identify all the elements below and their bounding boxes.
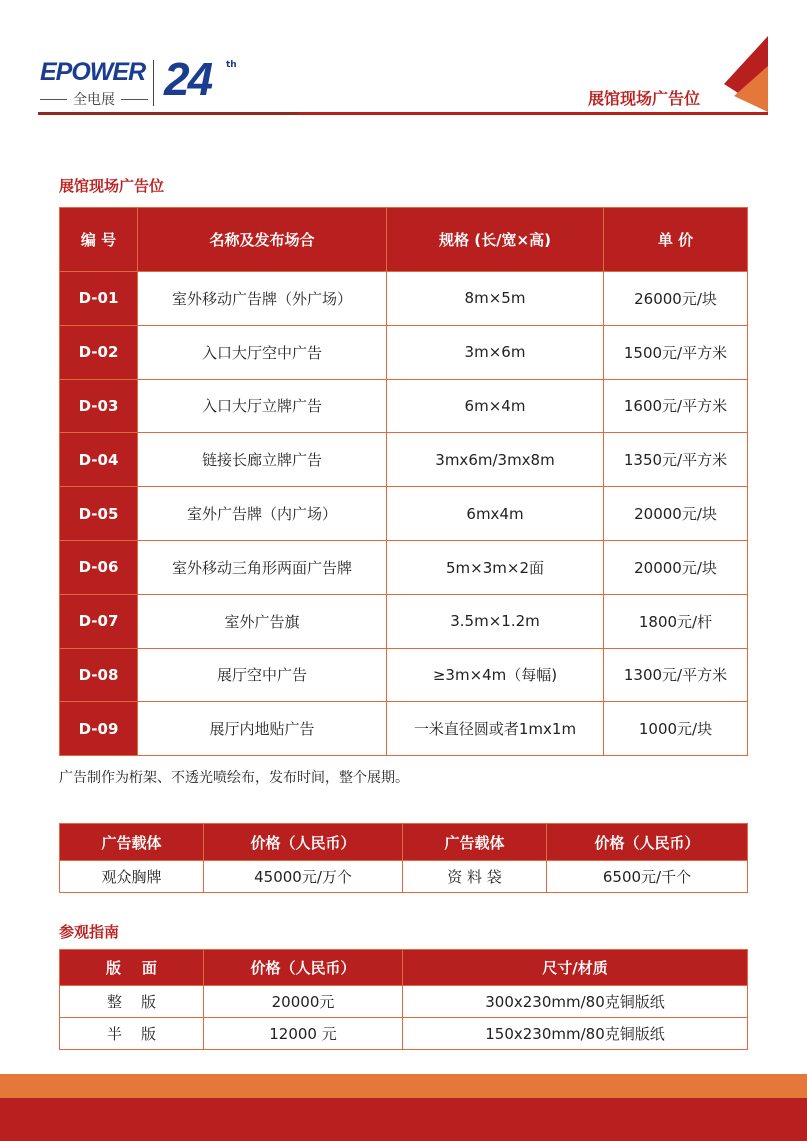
corner-triangle-icon — [720, 36, 770, 116]
logo-dash-left — [40, 99, 67, 100]
col-header-carrier: 广告载体 — [60, 824, 204, 861]
footer-band-red — [0, 1098, 807, 1141]
row-name: 室外移动三角形两面广告牌 — [138, 540, 387, 594]
logo-subtitle-text: 全电展 — [73, 92, 115, 108]
logo-divider — [153, 60, 154, 106]
table-row — [60, 986, 748, 1018]
row-name: 入口大厅空中广告 — [138, 325, 387, 379]
row-price: 20000元/块 — [604, 487, 748, 541]
col-header-price: 价格（人民币） — [204, 824, 403, 861]
header-rule-accent — [38, 112, 298, 115]
table-header-row — [60, 824, 748, 861]
footer-band-orange — [0, 1074, 807, 1098]
row-spec: 3m×6m — [387, 325, 604, 379]
row-name: 室外广告旗 — [138, 594, 387, 648]
row-spec: ≥3m×4m（每幅) — [387, 648, 604, 702]
row-spec: 6mx4m — [387, 487, 604, 541]
table-row — [60, 1018, 748, 1050]
row-name: 链接长廊立牌广告 — [138, 433, 387, 487]
epower-logo: EPOWER — [40, 58, 146, 86]
table-row — [60, 702, 748, 756]
table-row — [60, 648, 748, 702]
col-header-price: 价格（人民币） — [547, 824, 748, 861]
guide-size: 150x230mm/80克铜版纸 — [403, 1018, 748, 1050]
row-spec: 6m×4m — [387, 379, 604, 433]
guide-layout: 整 版 — [60, 986, 204, 1018]
row-spec: 8m×5m — [387, 272, 604, 326]
row-price: 26000元/块 — [604, 272, 748, 326]
table-row — [60, 433, 748, 487]
carrier-name: 资 料 袋 — [403, 861, 547, 893]
row-id: D-09 — [60, 702, 138, 756]
row-name: 室外广告牌（内广场） — [138, 487, 387, 541]
row-id: D-08 — [60, 648, 138, 702]
logo-dash-right — [121, 99, 148, 100]
carrier-price: 45000元/万个 — [204, 861, 403, 893]
edition-number: 24 — [164, 53, 212, 105]
row-spec: 3.5m×1.2m — [387, 594, 604, 648]
header-title: 展馆现场广告位 — [588, 89, 701, 108]
row-price: 1600元/平方米 — [604, 379, 748, 433]
table-row — [60, 594, 748, 648]
col-header-id: 编 号 — [60, 208, 138, 272]
table-header-row — [60, 208, 748, 272]
row-spec: 5m×3m×2面 — [387, 540, 604, 594]
col-header-size: 尺寸/材质 — [403, 950, 748, 986]
row-id: D-04 — [60, 433, 138, 487]
venue-ads-table — [59, 207, 748, 756]
logo-subtitle — [40, 89, 148, 109]
guide-price: 12000 元 — [204, 1018, 403, 1050]
guide-layout: 半 版 — [60, 1018, 204, 1050]
row-id: D-02 — [60, 325, 138, 379]
row-spec: 一米直径圆或者1mx1m — [387, 702, 604, 756]
carrier-table — [59, 823, 748, 893]
guide-size: 300x230mm/80克铜版纸 — [403, 986, 748, 1018]
row-price: 1500元/平方米 — [604, 325, 748, 379]
row-id: D-07 — [60, 594, 138, 648]
row-price: 20000元/块 — [604, 540, 748, 594]
row-name: 室外移动广告牌（外广场） — [138, 272, 387, 326]
table-header-row — [60, 950, 748, 986]
col-header-name: 名称及发布场合 — [138, 208, 387, 272]
row-id: D-03 — [60, 379, 138, 433]
row-name: 展厅内地贴广告 — [138, 702, 387, 756]
row-price: 1800元/杆 — [604, 594, 748, 648]
col-header-spec: 规格 (长/宽×高) — [387, 208, 604, 272]
row-price: 1000元/块 — [604, 702, 748, 756]
guide-price: 20000元 — [204, 986, 403, 1018]
visitor-guide-table — [59, 949, 748, 1050]
table-row — [60, 325, 748, 379]
table-row — [60, 487, 748, 541]
row-name: 展厅空中广告 — [138, 648, 387, 702]
row-id: D-01 — [60, 272, 138, 326]
row-price: 1300元/平方米 — [604, 648, 748, 702]
table-row — [60, 379, 748, 433]
row-id: D-06 — [60, 540, 138, 594]
carrier-price: 6500元/千个 — [547, 861, 748, 893]
row-spec: 3mx6m/3mx8m — [387, 433, 604, 487]
carrier-name: 观众胸牌 — [60, 861, 204, 893]
col-header-layout: 版 面 — [60, 950, 204, 986]
col-header-carrier: 广告载体 — [403, 824, 547, 861]
section-title-venue-ads: 展馆现场广告位 — [59, 177, 165, 195]
row-id: D-05 — [60, 487, 138, 541]
table-row — [60, 861, 748, 893]
col-header-price: 价格（人民币） — [204, 950, 403, 986]
table-row — [60, 272, 748, 326]
row-name: 入口大厅立牌广告 — [138, 379, 387, 433]
ads-note: 广告制作为桁架、不透光喷绘布，发布时间，整个展期。 — [59, 770, 409, 786]
row-price: 1350元/平方米 — [604, 433, 748, 487]
edition-suffix: th — [226, 60, 237, 70]
table-row — [60, 540, 748, 594]
page-header — [0, 0, 807, 120]
section-title-visitor-guide: 参观指南 — [59, 923, 120, 941]
col-header-price: 单 价 — [604, 208, 748, 272]
